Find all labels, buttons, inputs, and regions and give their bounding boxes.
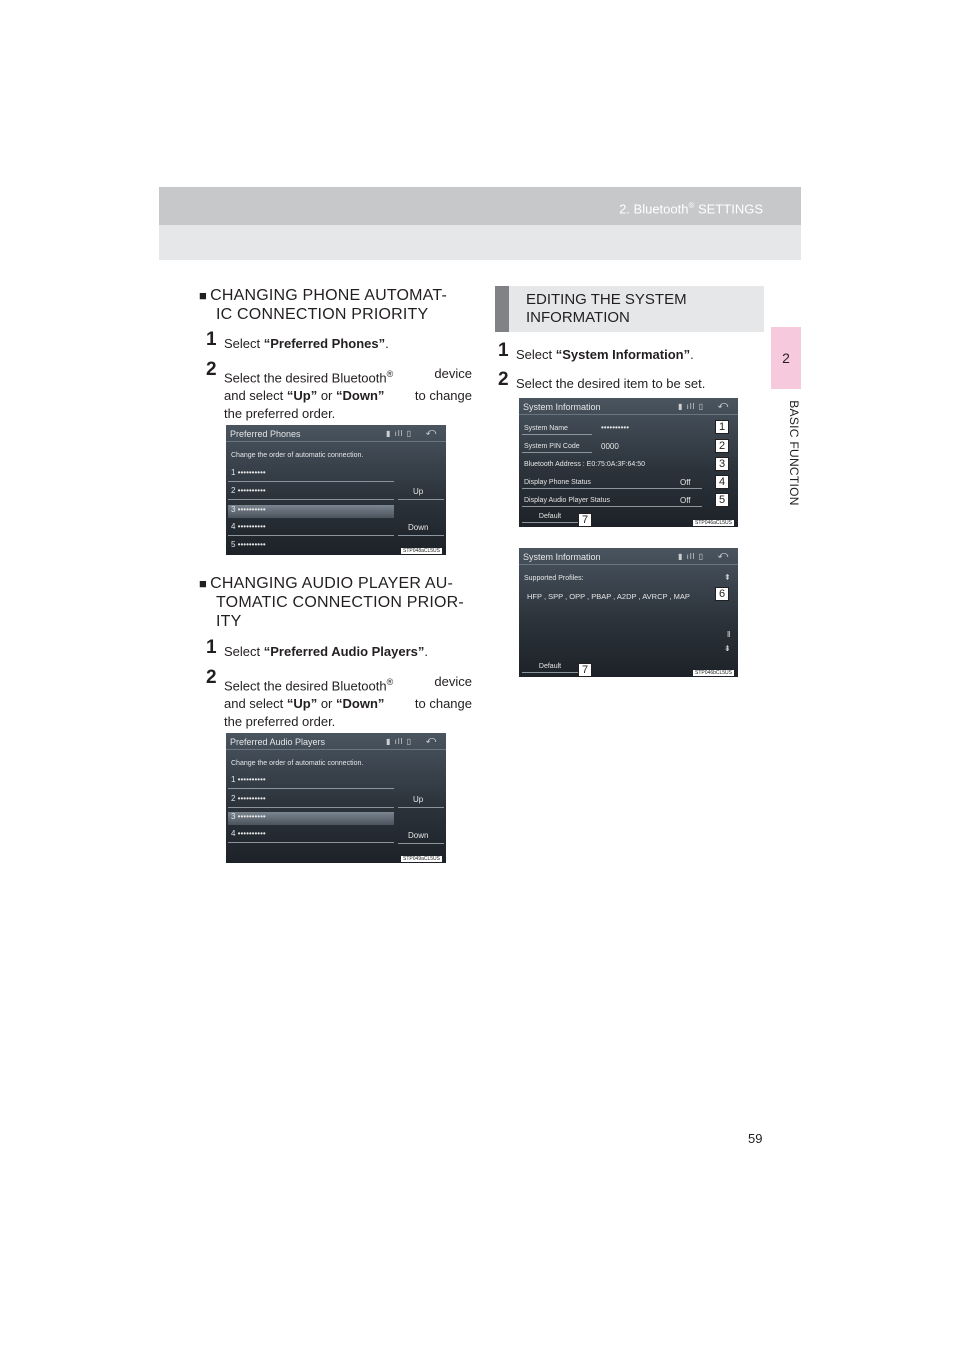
list-item: 4 ••••••••••: [231, 522, 266, 531]
scrollbar-icon: ‖: [727, 630, 731, 639]
list-item: 3 ••••••••••: [231, 812, 266, 821]
screen-title: Preferred Audio Players: [230, 737, 326, 747]
figure-code: STP049aCL5US: [403, 856, 440, 862]
status-icons: ▮ ıll ▯: [385, 429, 412, 438]
back-icon: ⤺: [425, 427, 437, 438]
status-icons: ▮ ıll ▯: [677, 402, 704, 411]
back-icon: ⤺: [717, 400, 729, 411]
phone-status-value: Off: [680, 478, 691, 487]
status-icons: ▮ ıll ▯: [677, 552, 704, 561]
default-button: Default: [522, 511, 578, 523]
callout-1: 1: [715, 420, 729, 434]
status-icons: ▮ ıll ▯: [385, 737, 412, 746]
instruction-text: Change the order of automatic connection.: [231, 760, 364, 767]
system-info-section-header: EDITING THE SYSTEM INFORMATION: [495, 286, 764, 332]
callout-7: 7: [578, 513, 592, 527]
section-title: 2. Bluetooth® SETTINGS: [619, 201, 763, 217]
supported-profiles-heading: Supported Profiles:: [524, 575, 584, 582]
screen-title: System Information: [523, 552, 601, 562]
back-icon: ⤺: [717, 550, 729, 561]
list-item: 4 ••••••••••: [231, 829, 266, 838]
up-button: Up: [413, 487, 424, 496]
audio-step-1: 1 Select “Preferred Audio Players”.: [206, 637, 429, 659]
sysinfo-step-1: 1 Select “System Information”.: [498, 340, 694, 362]
up-button: Up: [413, 795, 424, 804]
phone-priority-heading: ■ CHANGING PHONE AUTOMAT- IC CONNECTION PRIORITY: [199, 287, 447, 323]
default-button: Default: [522, 661, 578, 673]
list-item: 3 ••••••••••: [231, 505, 266, 514]
list-item: 1 ••••••••••: [231, 775, 266, 784]
list-item: 5 ••••••••••: [231, 540, 266, 549]
screen-title: System Information: [523, 402, 601, 412]
header-bar: [159, 187, 801, 225]
profiles-list: HFP , SPP , OPP , PBAP , A2DP , AVRCP , MAP: [527, 592, 690, 601]
preferred-phones-screenshot: [226, 425, 446, 555]
system-name-label: System Name: [524, 425, 568, 432]
callout-5: 5: [715, 493, 729, 507]
instruction-text: Change the order of automatic connection.: [231, 452, 364, 459]
scroll-down-icon: ⇟: [724, 644, 731, 653]
phone-status-label: Display Phone Status: [524, 479, 591, 486]
supported-profiles-screenshot: [519, 548, 738, 677]
callout-7: 7: [578, 663, 592, 677]
list-item: 2 ••••••••••: [231, 486, 266, 495]
audio-status-label: Display Audio Player Status: [524, 497, 610, 504]
page-number: 59: [748, 1131, 763, 1146]
list-item: 1 ••••••••••: [231, 468, 266, 477]
header-subbar: [159, 225, 801, 260]
audio-step-2: 2 Select the desired Bluetooth® device and select “Up” or “Down” to change the preferred order.: [206, 667, 472, 730]
list-item: 2 ••••••••••: [231, 794, 266, 803]
callout-6: 6: [715, 587, 729, 601]
phone-step-1: 1 Select “Preferred Phones”.: [206, 329, 389, 351]
figure-code: STP046aCL5US: [695, 520, 732, 526]
chapter-label: BASIC FUNCTION: [787, 400, 801, 506]
back-icon: ⤺: [425, 735, 437, 746]
screen-title: Preferred Phones: [230, 429, 301, 439]
down-button: Down: [408, 523, 429, 532]
pin-code-label: System PIN Code: [524, 443, 580, 450]
figure-code: STP046bCL5US: [695, 670, 732, 676]
figure-code: STP048aCL5US: [403, 548, 440, 554]
audio-priority-heading: ■ CHANGING AUDIO PLAYER AU- TOMATIC CONNECTION PRIOR- ITY: [199, 575, 464, 630]
down-button: Down: [408, 831, 429, 840]
preferred-audio-players-screenshot: [226, 733, 446, 863]
callout-2: 2: [715, 439, 729, 453]
scroll-up-icon: ⇞: [724, 573, 731, 582]
bluetooth-address: Bluetooth Address : E0:75:0A:3F:64:50: [524, 461, 646, 468]
system-name-value: ••••••••••: [601, 423, 630, 432]
pin-code-value: 0000: [601, 442, 619, 451]
phone-step-2: 2 Select the desired Bluetooth® device and select “Up” or “Down” to change the preferred order.: [206, 359, 472, 422]
callout-3: 3: [715, 457, 729, 471]
callout-4: 4: [715, 475, 729, 489]
sysinfo-step-2: 2 Select the desired item to be set.: [498, 369, 706, 391]
audio-status-value: Off: [680, 496, 691, 505]
system-information-screenshot: [519, 398, 738, 527]
chapter-tab: 2: [771, 327, 801, 389]
